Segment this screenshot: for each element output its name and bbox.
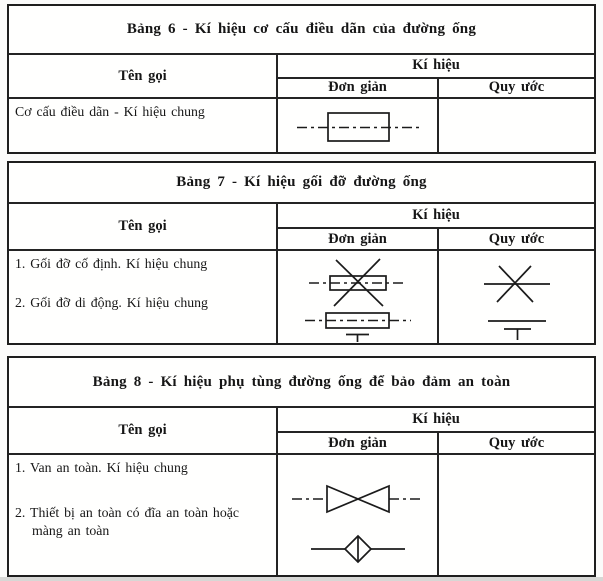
simple-symbol-cell [278,251,439,343]
row-label-cell [9,99,278,152]
row-label: Cơ cấu điều dãn - Kí hiệu chung [15,104,205,119]
fixed-support-simple-symbol [309,256,407,308]
header-don-gian: Đơn giản [278,79,439,97]
simple-symbol-cell [278,455,439,575]
table-bang-8-header [9,408,594,455]
table-bang-6-body [9,99,594,152]
header-ten-goi: Tên gọi [9,204,278,249]
safety-valve-symbol [292,484,424,514]
row-label-cell [9,455,278,575]
table-bang-8 [7,356,596,577]
table-bang-7-header [9,204,594,251]
row-label: 1. Van an toàn. Kí hiệu chung [15,460,188,475]
conventional-symbol-cell-empty [439,99,594,152]
header-ki-hieu-group [278,204,594,249]
expansion-joint-symbol [297,109,419,146]
conventional-symbol-cell-empty [439,455,594,575]
header-quy-uoc: Quy ước [488,230,545,247]
header-don-gian: Đơn giản [278,433,439,453]
header-ki-hieu: Kí hiệu [278,55,594,79]
safety-disc-symbol [311,534,405,564]
fixed-support-conventional-symbol [484,264,550,304]
header-ten-goi: Tên gọi [9,55,278,97]
header-don-gian: Đơn giản [278,229,439,249]
header-ki-hieu: Kí hiệu [278,408,594,433]
table-bang-6 [7,4,596,154]
header-ki-hieu-group [278,408,594,453]
conventional-symbol-cell [439,251,594,343]
table-bang-7-title: Bảng 7 - Kí hiệu gối đỡ đường ống [9,163,594,204]
scan-edge [0,577,603,581]
header-ki-hieu-group [278,55,594,97]
header-ten-goi: Tên gọi [9,408,278,453]
row-label-cell [9,251,278,343]
header-quy-uoc: Quy ước [488,434,545,451]
table-bang-7-body [9,251,594,343]
header-quy-uoc: Quy ước [488,79,545,96]
table-bang-8-body [9,455,594,575]
header-ki-hieu: Kí hiệu [278,204,594,229]
table-bang-8-title: Bảng 8 - Kí hiệu phụ tùng đường ống để bảo đảm an toàn [9,358,594,408]
table-bang-6-title: Bảng 6 - Kí hiệu cơ cấu điều dãn của đường ống [9,6,594,55]
movable-support-conventional-symbol [488,319,546,341]
movable-support-simple-symbol [305,309,411,342]
row-label: 1. Gối đỡ cố định. Kí hiệu chung [15,256,208,271]
row-label: 2. Gối đỡ di động. Kí hiệu chung [15,295,208,311]
row-label: 2. Thiết bị an toàn có đĩa an toàn hoặc màng an toàn [15,505,239,539]
table-bang-7 [7,161,596,345]
simple-symbol-cell [278,99,439,152]
table-bang-6-header [9,55,594,99]
